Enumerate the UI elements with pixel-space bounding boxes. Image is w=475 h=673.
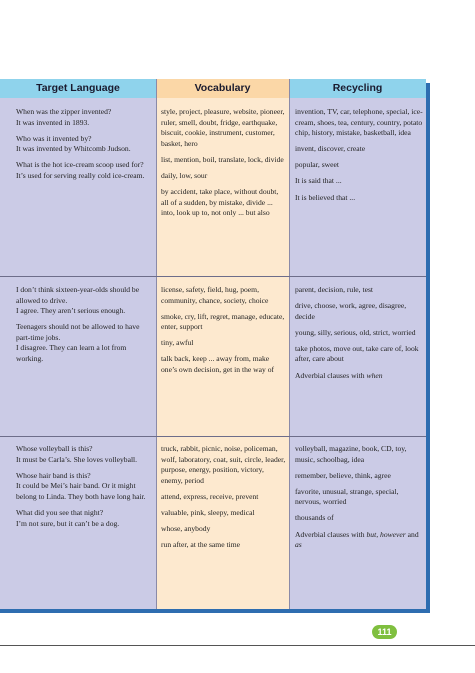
row3-target-cell — [16, 444, 152, 535]
text-line: It was invented by Whitcomb Judson. — [16, 144, 131, 154]
text-line: It was invented in 1893. — [16, 117, 90, 127]
vocab-group: valuable, pink, sleepy, medical — [161, 507, 255, 517]
text-line: Teenagers should not be allowed to have part-time jobs. — [16, 322, 140, 342]
vocab-group: by accident, take place, without doubt, all of a sudden, by mistake, divide ... into, look up to, not only ... but also — [161, 187, 279, 218]
row-divider — [0, 436, 426, 437]
text-line: I’m not sure, but it can’t be a dog. — [16, 518, 120, 528]
row3-recycle-cell — [295, 444, 423, 556]
footer-rule — [0, 645, 475, 646]
row1-vocab-cell — [161, 107, 286, 224]
recycle-group: popular, sweet — [295, 160, 339, 170]
text-fragment: and — [405, 529, 419, 539]
vocab-group: daily, low, sour — [161, 170, 208, 180]
column-divider — [289, 79, 290, 609]
vocab-group: tiny, awful — [161, 338, 194, 348]
row1-recycle-cell — [295, 107, 423, 209]
italic-term: as — [295, 540, 302, 550]
row2-recycle-cell — [295, 285, 423, 387]
vocab-group: list, mention, boil, translate, lock, divide — [161, 154, 284, 164]
recycle-group: drive, choose, work, agree, disagree, decide — [295, 301, 407, 321]
text-fragment: , — [376, 529, 381, 539]
text-line: Who was it invented by? — [16, 133, 92, 143]
recycle-group: remember, believe, think, agree — [295, 470, 391, 480]
row1-target-cell — [16, 107, 152, 187]
text-line: I agree. They aren’t serious enough. — [16, 306, 126, 316]
recycle-group: favorite, unusual, strange, special, nervous, worried — [295, 486, 399, 507]
recycle-group: invent, discover, create — [295, 144, 366, 154]
syllabus-table — [0, 79, 426, 609]
recycle-group: take photos, move out, take care of, look after, care about — [295, 343, 419, 364]
vocab-group: license, safety, field, hug, poem, community, chance, society, choice — [161, 285, 269, 305]
recycle-group: It is said that ... — [295, 176, 342, 186]
vocab-group: truck, rabbit, picnic, noise, policeman, wolf, laboratory, coat, suit, circle, leader, purpose, energy, position, victory, enemy, period — [161, 444, 286, 485]
page-number-badge: 111 — [372, 625, 397, 639]
vocab-group: run after, at the same time — [161, 540, 240, 550]
recycle-group — [295, 530, 423, 551]
italic-term: however — [380, 529, 406, 539]
header-target-language: Target Language — [0, 79, 156, 98]
vocab-group: smoke, cry, lift, regret, manage, educate, enter, support — [161, 311, 285, 332]
row2-vocab-cell — [161, 285, 286, 381]
text-fragment: Adverbial clauses with — [295, 370, 367, 380]
text-line: Whose hair band is this? — [16, 470, 91, 480]
text-line: What did you see that night? — [16, 507, 104, 517]
text-line: What is the hot ice-cream scoop used for? — [16, 160, 144, 170]
recycle-group: It is believed that ... — [295, 192, 356, 202]
text-line: I don’t think sixteen-year-olds should be allowed to drive. — [16, 285, 140, 305]
text-fragment: Adverbial clauses with — [295, 529, 367, 539]
text-line: It’s used for serving really cold ice-cream. — [16, 170, 145, 180]
row2-target-cell — [16, 285, 152, 370]
recycle-group: volleyball, magazine, book, CD, toy, music, schoolbag, idea — [295, 444, 407, 464]
italic-term: when — [366, 370, 383, 380]
vocab-group: whose, anybody — [161, 524, 211, 534]
vocab-group: talk back, keep ... away from, make one’s own decision, get in the way of — [161, 354, 275, 375]
column-divider — [156, 79, 157, 609]
vocab-group: style, project, pleasure, website, pioneer, ruler, smell, doubt, fridge, earthquake, biscuit, cookie, instrument, customer, basket, hero — [161, 107, 285, 148]
recycle-group — [295, 371, 423, 382]
row3-vocab-cell — [161, 444, 286, 556]
vocab-group: attend, express, receive, prevent — [161, 491, 259, 501]
recycle-group: parent, decision, rule, test — [295, 285, 374, 294]
text-line: It could be Mei’s hair band. Or it might belong to Linda. They both have long hair. — [16, 481, 146, 501]
recycle-group: thousands of — [295, 513, 334, 523]
header-vocabulary: Vocabulary — [156, 79, 289, 98]
italic-term: but — [366, 529, 377, 539]
text-line: Whose volleyball is this? — [16, 444, 93, 453]
recycle-group: young, silly, serious, old, strict, worried — [295, 327, 416, 337]
text-line: I disagree. They can learn a lot from working. — [16, 343, 127, 364]
text-line: It must be Carla’s. She loves volleyball. — [16, 454, 138, 464]
recycle-group: invention, TV, car, telephone, special, ice-cream, shoes, tea, century, country, potato chip, history, mistake, basketball, idea — [295, 107, 423, 138]
row-divider — [0, 276, 426, 277]
header-recycling: Recycling — [289, 79, 426, 98]
text-line: When was the zipper invented? — [16, 107, 112, 116]
